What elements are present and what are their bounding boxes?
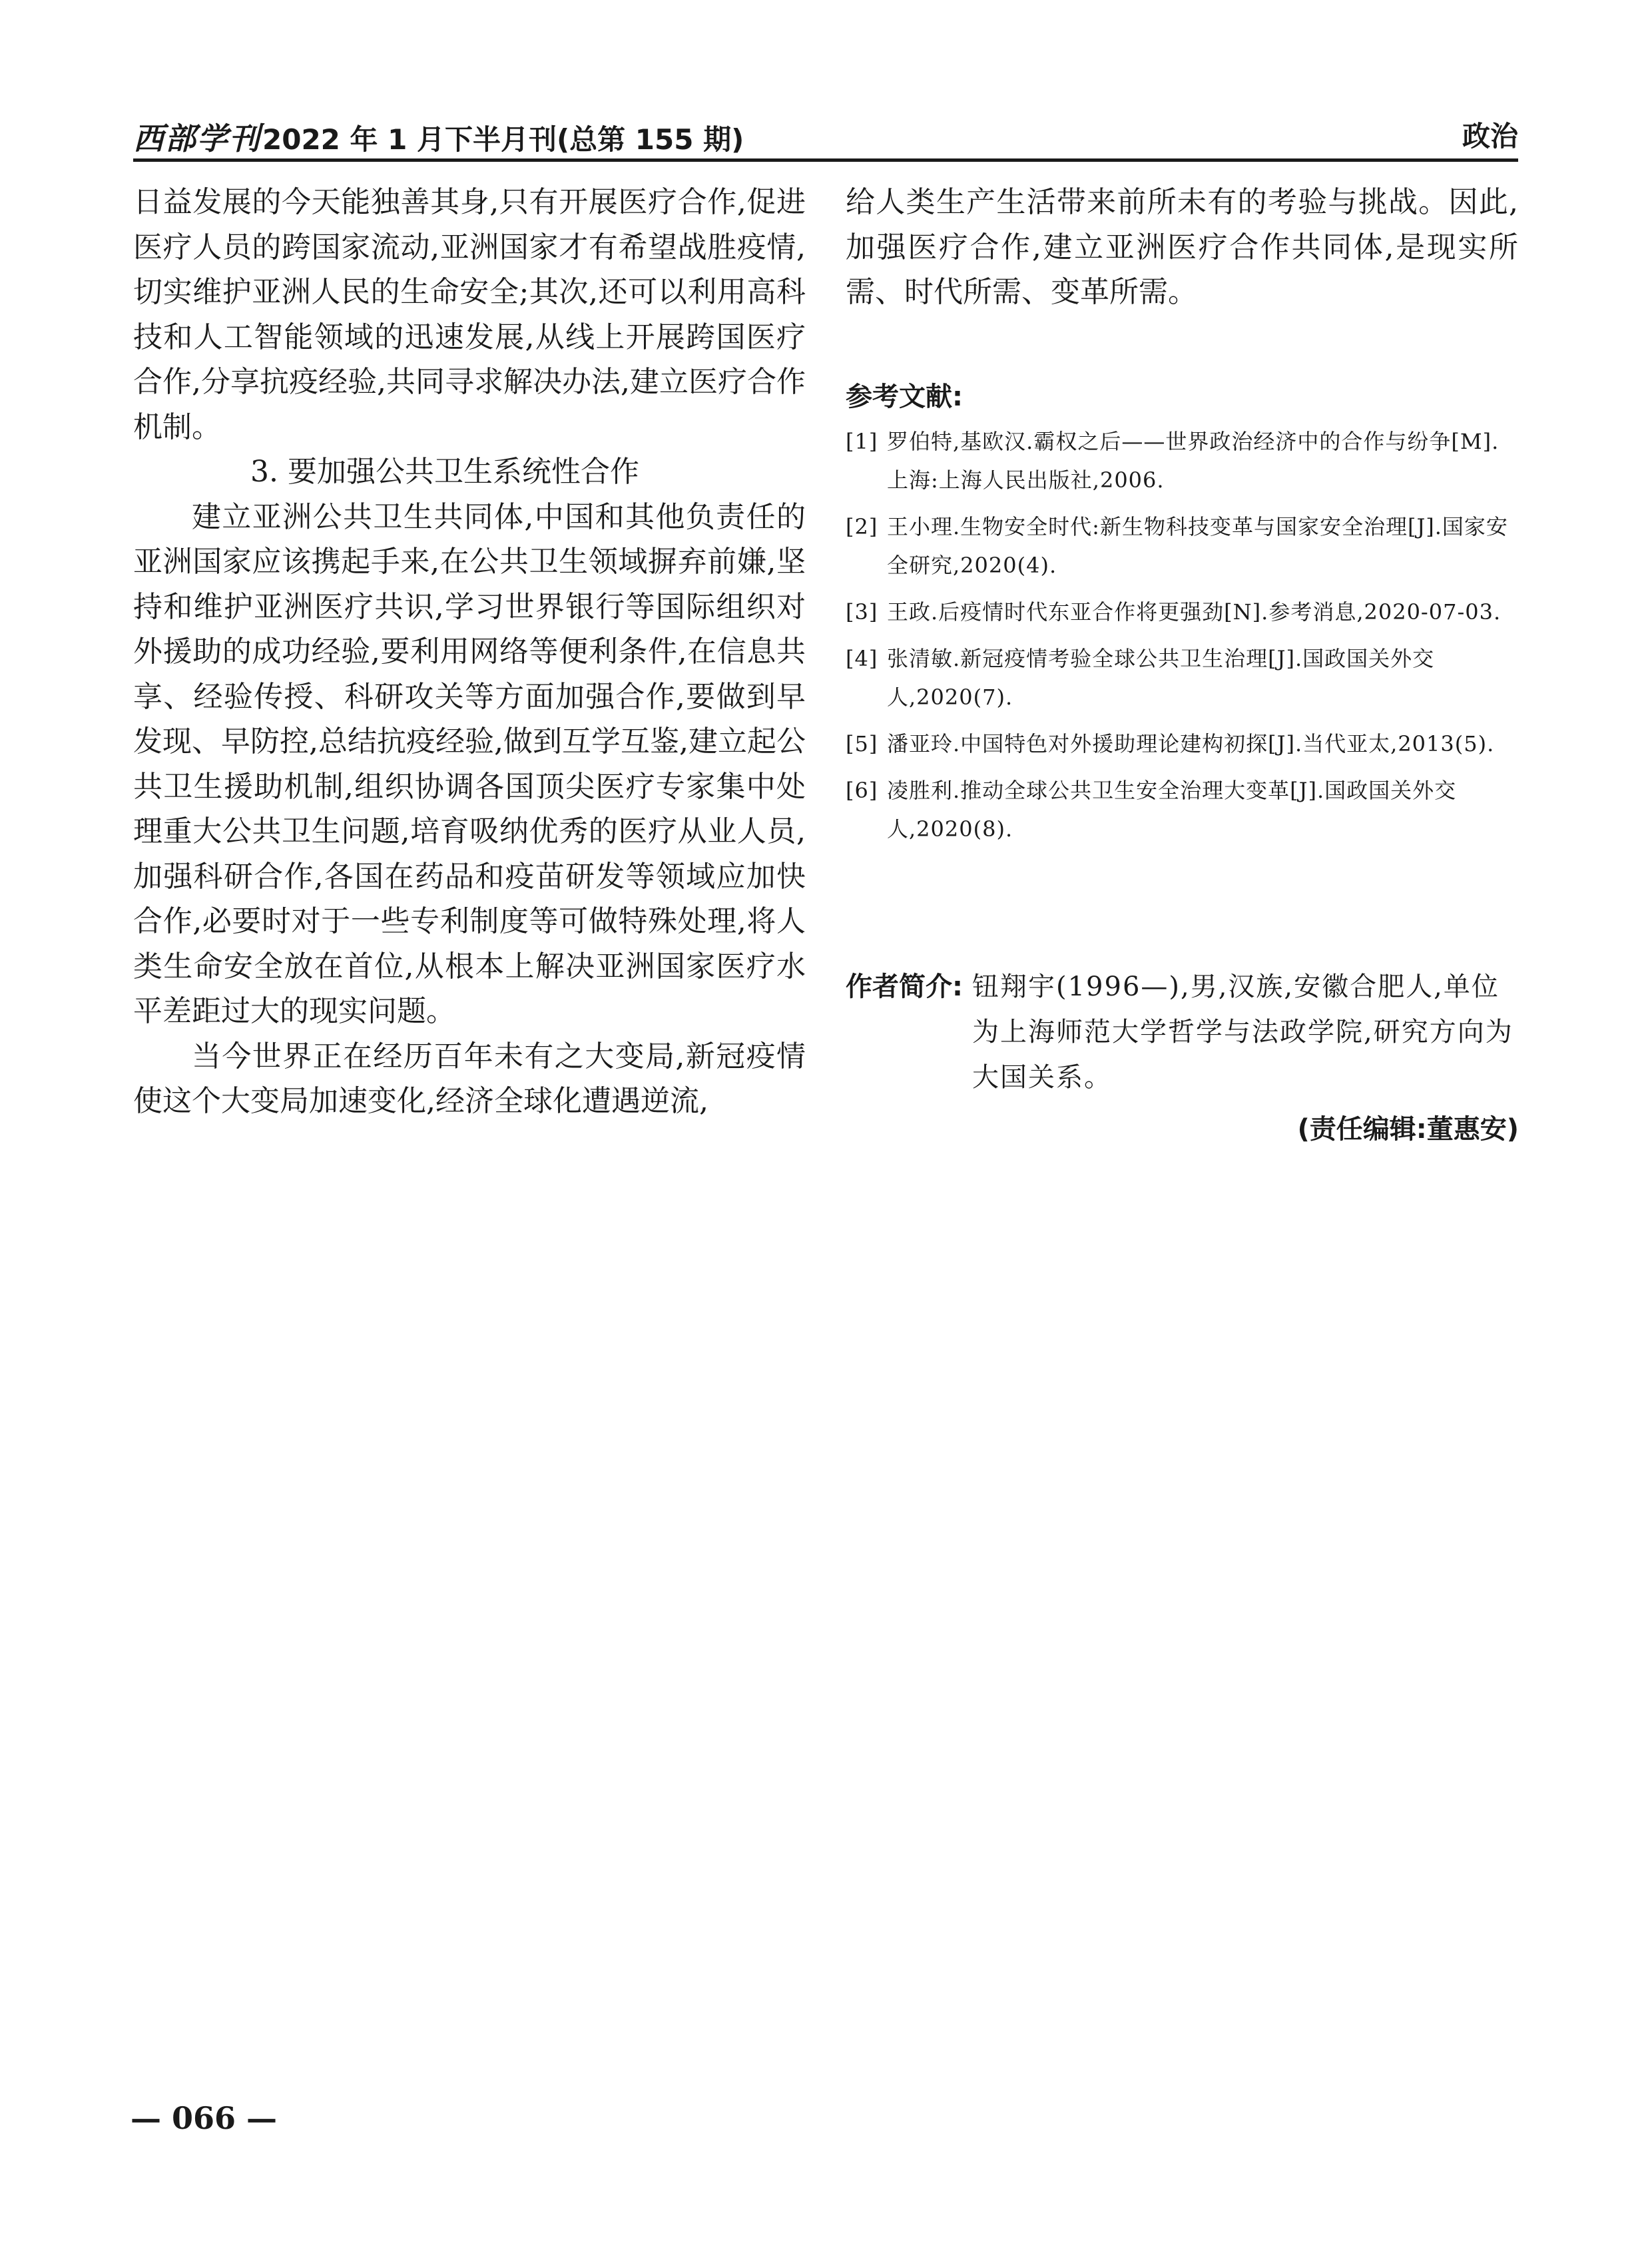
reference-number: [2]	[846, 514, 878, 539]
reference-item	[846, 771, 1518, 848]
left-column	[133, 180, 806, 1124]
paragraph: 建立亚洲公共卫生共同体,中国和其他负责任的亚洲国家应该携起手来,在公共卫生领域摒弃前嫌,坚持和维护亚洲医疗共识,学习世界银行等国际组织对外援助的成功经验,要利用网络等便利条件,在信息共享、经验传授、科研攻关等方面加强合作,要做到早发现、早防控,总结抗疫经验,做到互学互鉴,建立起公共卫生援助机制,组织协调各国顶尖医疗专家集中处理重大公共卫生问题,培育吸纳优秀的医疗从业人员,加强科研合作,各国在药品和疫苗研发等领域应加快合作,必要时对于一些专利制度等可做特殊处理,将人类生命安全放在首位,从根本上解决亚洲国家医疗水平差距过大的现实问题。	[133, 499, 806, 1028]
journal-logo: 西部学刊	[133, 121, 261, 156]
section-label: 政治	[1462, 120, 1518, 152]
reference-text: 潘亚玲.中国特色对外援助理论建构初探[J].当代亚太,2013(5).	[887, 731, 1495, 756]
page-number: — 066 —	[131, 2100, 278, 2136]
issue-info: 2022 年 1 月下半月刊(总第 155 期)	[262, 123, 744, 156]
section-heading: 3. 要加强公共卫生系统性合作	[250, 455, 639, 489]
references-title: 参考文献:	[846, 382, 963, 412]
journal-header	[133, 115, 744, 158]
author-text: 钮翔宇(1996—),男,汉族,安徽合肥人,单位为上海师范大学哲学与法政学院,研究方向为大国关系。	[972, 972, 1514, 1093]
reference-text: 王小理.生物安全时代:新生物科技变革与国家安全治理[J].国家安全研究,2020(4).	[887, 514, 1508, 578]
reference-item	[846, 593, 1518, 631]
paragraph: 当今世界正在经历百年未有之大变局,新冠疫情使这个大变局加速变化,经济全球化遭遇逆流,	[133, 1039, 806, 1118]
reference-item	[846, 507, 1518, 585]
reference-number: [3]	[846, 599, 878, 625]
reference-text: 凌胜利.推动全球公共卫生安全治理大变革[J].国政国关外交人,2020(8).	[887, 778, 1457, 842]
right-column	[846, 180, 1518, 315]
references-list	[846, 422, 1518, 856]
page-header	[133, 112, 1518, 162]
paragraph: 日益发展的今天能独善其身,只有开展医疗合作,促进医疗人员的跨国家流动,亚洲国家才有希望战胜疫情,切实维护亚洲人民的生命安全;其次,还可以利用高科技和人工智能领域的迅速发展,从线上开展跨国医疗合作,分享抗疫经验,共同寻求解决办法,建立医疗合作机制。	[133, 185, 806, 444]
paragraph: 给人类生产生活带来前所未有的考验与挑战。因此,加强医疗合作,建立亚洲医疗合作共同体,是现实所需、时代所需、变革所需。	[846, 185, 1518, 309]
reference-text: 罗伯特,基欧汉.霸权之后——世界政治经济中的合作与纷争[M].上海:上海人民出版社,2006.	[887, 429, 1500, 493]
reference-number: [1]	[846, 429, 878, 454]
reference-number: [6]	[846, 778, 878, 803]
reference-item	[846, 724, 1518, 763]
reference-text: 王政.后疫情时代东亚合作将更强劲[N].参考消息,2020-07-03.	[887, 599, 1502, 625]
reference-text: 张清敏.新冠疫情考验全球公共卫生治理[J].国政国关外交人,2020(7).	[887, 646, 1435, 710]
reference-item	[846, 422, 1518, 499]
reference-number: [4]	[846, 646, 878, 671]
reference-item	[846, 639, 1518, 716]
author-label: 作者简介:	[846, 972, 963, 1002]
author-bio	[846, 964, 1518, 1100]
responsible-editor: (责任编辑:董惠安)	[1297, 1114, 1519, 1145]
reference-number: [5]	[846, 731, 878, 756]
